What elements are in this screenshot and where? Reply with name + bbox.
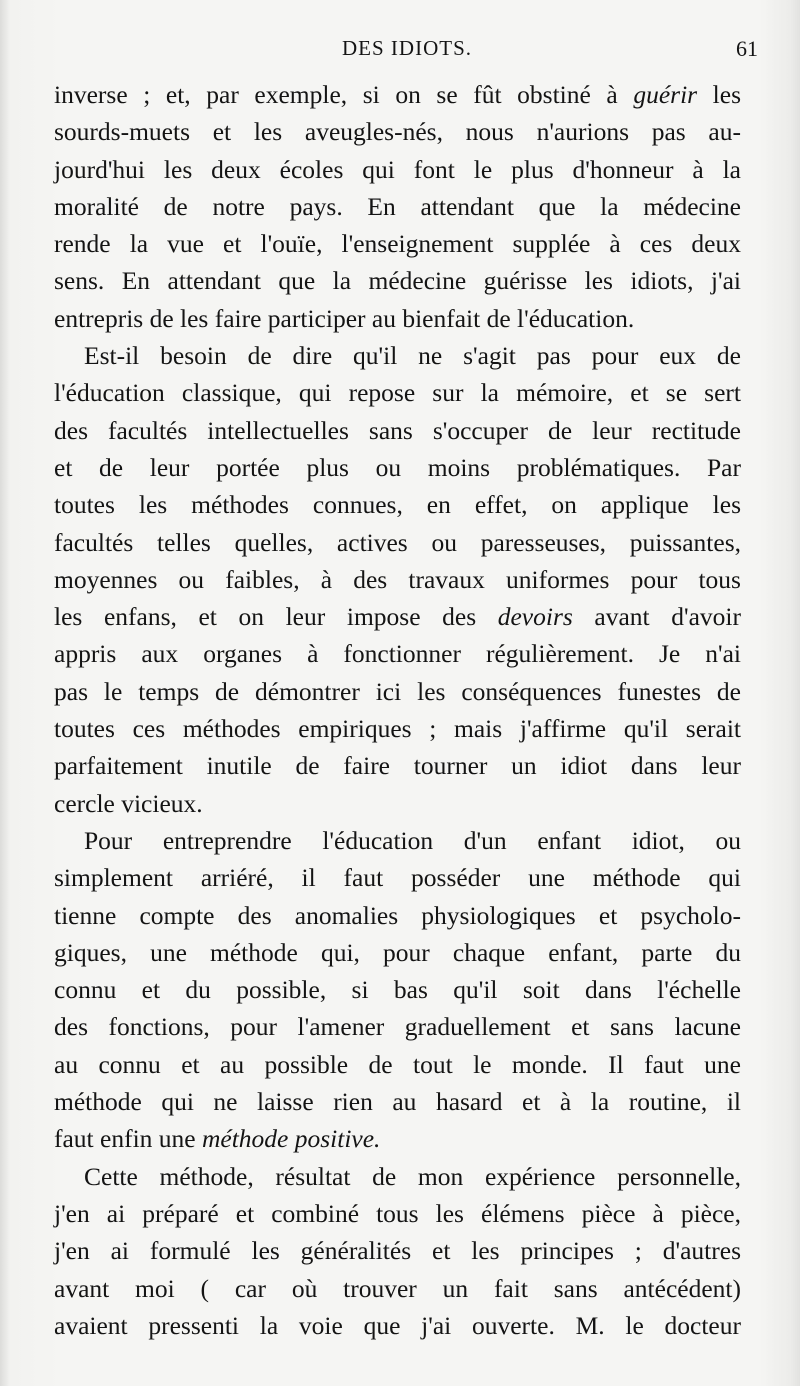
text-line: [54, 598, 741, 635]
text-line: [54, 673, 741, 710]
text-run: avant d'avoir: [572, 602, 741, 632]
text-line: [54, 785, 741, 822]
paragraph: [54, 337, 741, 822]
text-line: [54, 1046, 741, 1083]
text-run: avant moi ( car où trouver un fait sans antécédent): [54, 1273, 741, 1303]
text-line: [54, 151, 741, 188]
text-run: simplement arriéré, il faut posséder une méthode qui: [54, 863, 741, 893]
text-line: [54, 1232, 741, 1269]
text-line: [54, 1270, 741, 1307]
text-line: [54, 747, 741, 784]
text-line: [54, 971, 741, 1008]
italic-text: guérir: [633, 80, 698, 109]
text-run: l'éducation classique, qui repose sur la mémoire, et se sert: [54, 378, 741, 408]
body-text: [54, 76, 741, 1344]
text-line: [54, 1008, 741, 1045]
text-run: les enfans, et on leur impose des: [54, 602, 498, 632]
text-line: [54, 822, 741, 859]
text-line: [54, 486, 741, 523]
italic-text: méthode positive.: [201, 1124, 381, 1154]
text-run: les: [697, 80, 741, 109]
text-run: toutes les méthodes connues, en effet, on applique les: [54, 490, 741, 520]
text-run: moyennes ou faibles, à des travaux uniformes pour tous: [54, 564, 741, 594]
text-line: [54, 1083, 741, 1120]
text-run: giques, une méthode qui, pour chaque enfant, parte du: [54, 937, 741, 967]
text-run: connu et du possible, si bas qu'il soit dans l'échelle: [54, 975, 741, 1005]
text-line: [54, 225, 741, 262]
text-line: [54, 300, 741, 337]
paragraph: [54, 822, 741, 1158]
text-run: avaient pressenti la voie que j'ai ouverte. M. le docteur: [54, 1310, 741, 1340]
italic-text: devoirs: [497, 602, 573, 632]
text-run: Pour entreprendre l'éducation d'un enfant idiot, ou: [84, 825, 741, 855]
text-line: [54, 897, 741, 934]
text-run: au connu et au possible de tout le monde. Il faut une: [54, 1049, 741, 1079]
text-run: faut enfin une: [54, 1124, 202, 1154]
text-line: [54, 262, 741, 299]
text-line: [54, 561, 741, 598]
text-run: j'en ai préparé et combiné tous les élémens pièce à pièce,: [54, 1198, 741, 1228]
text-run: toutes ces méthodes empiriques ; mais j'affirme qu'il serait: [54, 714, 741, 744]
text-run: des facultés intellectuelles sans s'occuper de leur rectitude: [54, 415, 741, 445]
text-run: j'en ai formulé les généralités et les principes ; d'autres: [54, 1236, 741, 1266]
text-run: sourds-muets et les aveugles-nés, nous n'aurions pas au-: [54, 117, 741, 147]
text-line: [54, 374, 741, 411]
text-run: parfaitement inutile de faire tourner un idiot dans leur: [54, 751, 741, 781]
running-title: DES IDIOTS.: [342, 36, 472, 60]
text-line: [54, 412, 741, 449]
text-run: entrepris de les faire participer au bienfait de l'éducation.: [54, 303, 635, 333]
text-run: tienne compte des anomalies physiologiques et psycholo-: [54, 900, 741, 930]
text-line: [54, 524, 741, 561]
text-line: [54, 449, 741, 486]
text-run: rende la vue et l'ouïe, l'enseignement supplée à ces deux: [54, 229, 741, 259]
text-run: inverse ; et, par exemple, si on se fût obstiné à: [54, 80, 634, 109]
text-run: moralité de notre pays. En attendant que la médecine: [54, 191, 741, 221]
text-line: [54, 934, 741, 971]
text-run: pas le temps de démontrer ici les conséquences funestes de: [54, 676, 741, 706]
text-run: cercle vicieux.: [54, 788, 203, 818]
text-line: [54, 1195, 741, 1232]
paragraph: [54, 1158, 741, 1344]
page-number: 61: [736, 36, 758, 61]
text-line: [54, 1307, 741, 1344]
text-run: et de leur portée plus ou moins problématiques. Par: [54, 452, 741, 482]
text-line: [54, 635, 741, 672]
text-line: [54, 113, 741, 150]
text-line: [54, 1120, 741, 1157]
text-run: Cette méthode, résultat de mon expérience personnelle,: [84, 1161, 741, 1191]
text-line: [54, 1158, 741, 1195]
paragraph: [54, 76, 741, 337]
text-run: facultés telles quelles, actives ou paresseuses, puissantes,: [54, 527, 741, 557]
text-line: [54, 337, 741, 374]
text-run: des fonctions, pour l'amener graduellement et sans lacune: [54, 1012, 741, 1042]
text-line: [54, 710, 741, 747]
text-run: méthode qui ne laisse rien au hasard et à la routine, il: [54, 1087, 741, 1117]
text-run: Est-il besoin de dire qu'il ne s'agit pas pour eux de: [84, 341, 741, 371]
text-run: jourd'hui les deux écoles qui font le plus d'honneur à la: [54, 154, 741, 184]
text-line: [54, 76, 741, 113]
text-line: [54, 188, 741, 225]
running-head: [56, 36, 758, 66]
text-run: sens. En attendant que la médecine guérisse les idiots, j'ai: [54, 266, 741, 296]
text-run: appris aux organes à fonctionner régulièrement. Je n'ai: [54, 639, 741, 669]
text-line: [54, 859, 741, 896]
